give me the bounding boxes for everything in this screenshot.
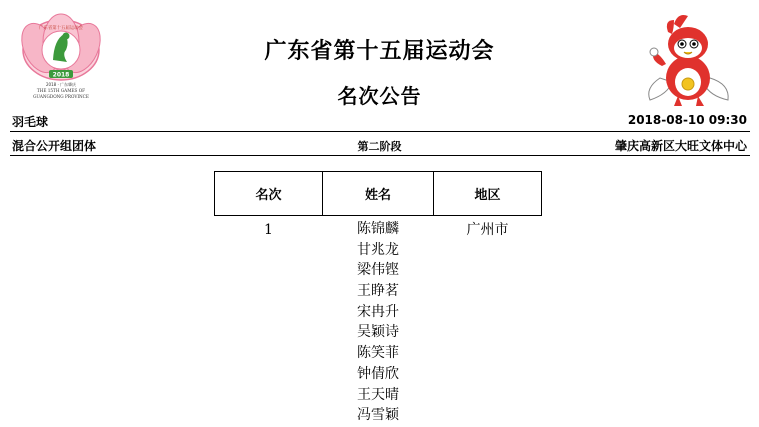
header-rank: 名次 xyxy=(215,172,323,216)
athlete-name: 王睁茗 xyxy=(357,283,399,300)
logo-arc-text: 广东省第十五届运动会 xyxy=(39,26,83,31)
athlete-name: 钟倩欣 xyxy=(357,365,399,382)
results-table xyxy=(214,171,542,427)
header-region: 地区 xyxy=(434,172,542,216)
divider-bottom xyxy=(10,155,750,156)
athlete-name: 甘兆龙 xyxy=(357,241,399,258)
rank-cell: 1 xyxy=(264,222,273,238)
page-subtitle: 名次公告 xyxy=(337,84,422,108)
names-cell xyxy=(323,216,434,427)
venue-name: 肇庆高新区大旺文体中心 xyxy=(614,139,747,153)
divider-top xyxy=(10,131,750,132)
header-name: 姓名 xyxy=(323,172,434,216)
sport-name: 羽毛球 xyxy=(12,115,49,129)
stage-name: 第二阶段 xyxy=(357,140,402,153)
page-title: 广东省第十五届运动会 xyxy=(264,39,495,64)
athlete-name: 梁伟铿 xyxy=(357,262,399,279)
logo-english-2: GUANGDONG PROVINCE xyxy=(33,94,89,99)
table-header-row xyxy=(215,172,542,216)
athlete-name: 王天晴 xyxy=(357,386,399,403)
logo-year: 2018 xyxy=(52,71,70,79)
region-cell: 广州市 xyxy=(466,222,509,238)
datetime: 2018-08-10 09:30 xyxy=(627,113,747,127)
athlete-name: 冯雪颖 xyxy=(357,407,399,424)
athlete-name: 陈锦麟 xyxy=(357,221,399,237)
table-row xyxy=(215,216,542,427)
athlete-name: 陈笑菲 xyxy=(357,345,399,362)
logo-english-1: THE 15TH GAMES OF xyxy=(36,88,86,93)
athlete-name: 宋冉升 xyxy=(357,303,399,320)
event-name: 混合公开组团体 xyxy=(12,139,97,153)
logo-year-line: 2018 · 广东肇庆 xyxy=(46,82,76,87)
athlete-name: 吴颖诗 xyxy=(357,324,399,341)
